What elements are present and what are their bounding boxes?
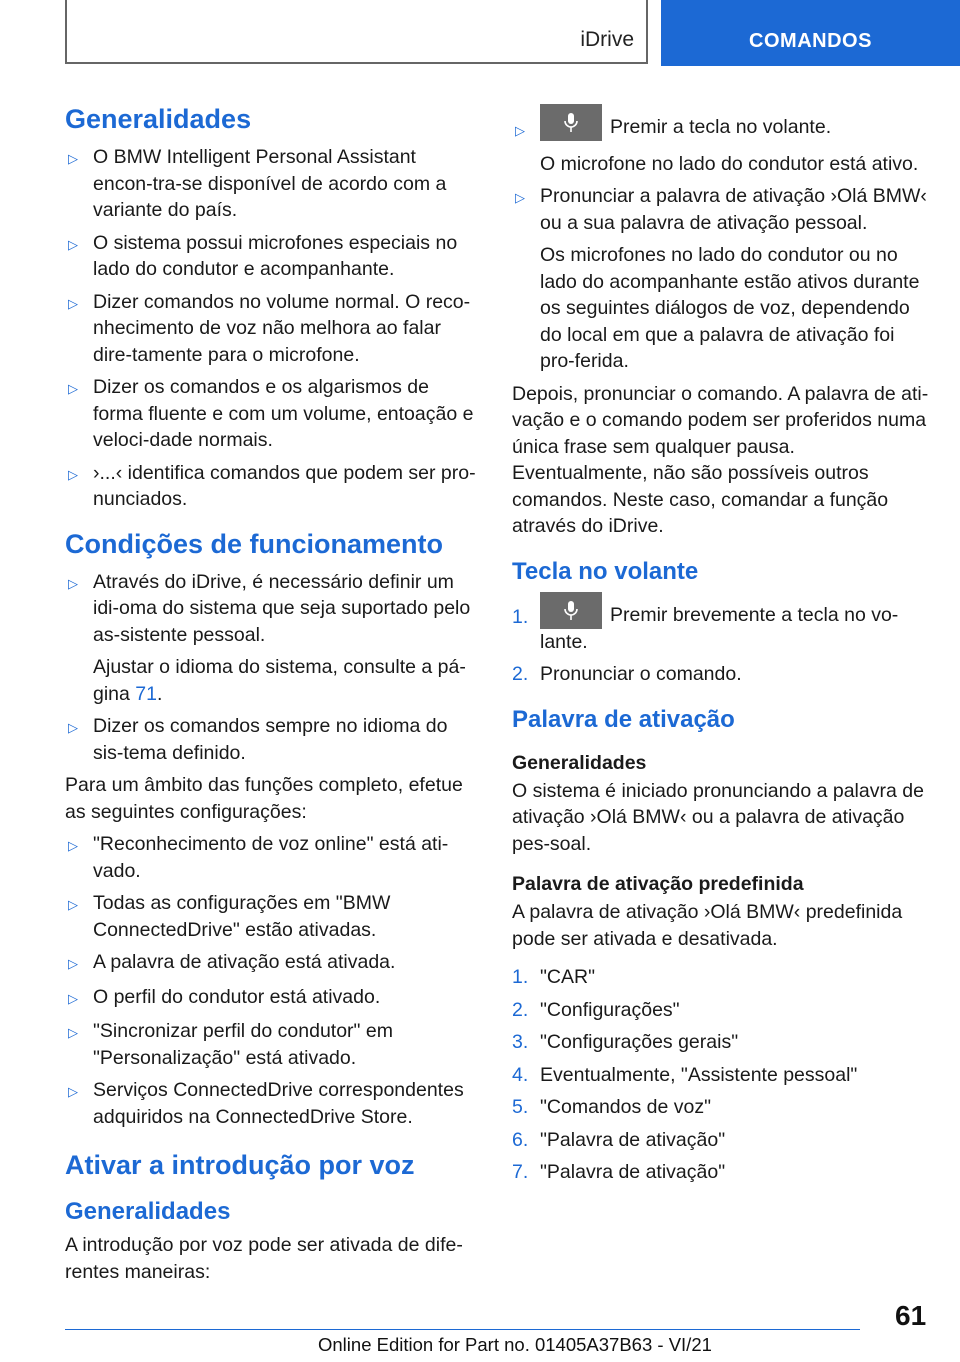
list-item: 5. "Comandos de voz"	[512, 1096, 712, 1118]
list-item: ▷ Através do iDrive, é necessário definir um idi-oma do sistema que seja suportado pelo as-sistente pessoal.	[65, 569, 480, 649]
triangle-bullet-icon: ▷	[68, 838, 78, 853]
page-number: 61	[895, 1300, 927, 1331]
list-item: ▷ A palavra de ativação está ativada.	[65, 949, 480, 978]
right-column	[512, 104, 930, 1192]
list-item: 6. "Palavra de ativação"	[512, 1128, 726, 1151]
list-item: ▷ O perfil do condutor está ativado.	[65, 984, 480, 1013]
paragraph: A palavra de ativação ›Olá BMW‹ predefinida pode ser ativada e desativada.	[512, 901, 903, 950]
subheading-predefinida: Palavra de ativação predefinida	[512, 873, 804, 895]
heading-ativar: Ativar a introdução por voz	[65, 1150, 415, 1180]
triangle-bullet-icon: ▷	[68, 575, 78, 591]
triangle-bullet-icon: ▷	[68, 1025, 78, 1040]
footer-edition: Online Edition for Part no. 01405A37B63 - VI/21	[318, 1334, 712, 1355]
list-item: ▷ Premir a tecla no volante.	[512, 104, 930, 145]
section-label: iDrive	[580, 28, 634, 51]
triangle-bullet-icon: ▷	[68, 295, 78, 311]
list-item: ▷ Pronunciar a palavra de ativação ›Olá BMW‹ ou a sua palavra de ativação pessoal.	[512, 183, 930, 236]
sub-paragraph: O microfone no lado do condutor está ativo.	[540, 152, 919, 175]
sub-paragraph: Ajustar o idioma do sistema, consulte a pá-gina 71.	[93, 656, 466, 705]
paragraph: Para um âmbito das funções completo, efetue as seguintes configurações:	[65, 774, 463, 823]
header-box	[65, 0, 648, 64]
list-item: ▷ "Sincronizar perfil do condutor" em "Personalização" está ativado.	[65, 1018, 480, 1071]
list-item: 1. Premir brevemente a tecla no vo-lante.	[512, 592, 930, 656]
triangle-bullet-icon: ▷	[68, 381, 78, 396]
paragraph: A introdução por voz pode ser ativada de dife-rentes maneiras:	[65, 1234, 463, 1283]
heading-condicoes: Condições de funcionamento	[65, 528, 444, 559]
triangle-bullet-icon: ▷	[68, 466, 78, 482]
list-item: ▷ ›...‹ identifica comandos que podem ser pro-nunciados.	[65, 460, 480, 513]
triangle-bullet-icon: ▷	[68, 236, 78, 252]
list-item: 3. "Configurações gerais"	[512, 1031, 739, 1053]
list-item: 1. "CAR"	[512, 966, 596, 988]
triangle-bullet-icon: ▷	[68, 720, 78, 735]
list-item: 7. "Palavra de ativação"	[512, 1161, 726, 1183]
page-link[interactable]: 71	[135, 682, 157, 705]
sub-paragraph: Os microfones no lado do condutor ou no lado do acompanhante estão ativos durante os seguintes diálogos de voz, dependendo do local em que a palavra de ativação foi pro-ferida.	[540, 244, 920, 372]
paragraph: O sistema é iniciado pronunciando a palavra de ativação ›Olá BMW‹ ou a palavra de ativação pes-soal.	[512, 779, 924, 855]
triangle-bullet-icon: ▷	[68, 990, 78, 1006]
triangle-bullet-icon: ▷	[68, 897, 78, 912]
chapter-tab[interactable]: COMANDOS	[661, 0, 960, 66]
triangle-bullet-icon: ▷	[68, 151, 78, 166]
heading-generalidades: Generalidades	[65, 104, 252, 134]
heading-tecla: Tecla no volante	[512, 557, 699, 585]
left-column	[65, 96, 480, 1291]
list-item: ▷ O BMW Intelligent Personal Assistant encon-tra-se disponível de acordo com a variante do país.	[65, 144, 480, 224]
list-item: 4. Eventualmente, "Assistente pessoal"	[512, 1063, 858, 1086]
microphone-icon	[540, 104, 602, 141]
list-item: ▷ Todas as configurações em "BMW ConnectedDrive" estão ativadas.	[65, 890, 480, 943]
triangle-bullet-icon: ▷	[515, 190, 525, 205]
triangle-bullet-icon: ▷	[68, 956, 78, 971]
list-item: ▷ "Reconhecimento de voz online" está ati-vado.	[65, 831, 480, 884]
triangle-bullet-icon: ▷	[515, 123, 525, 138]
subheading-generalidades: Generalidades	[512, 751, 647, 774]
list-item: ▷ Dizer os comandos sempre no idioma do sis-tema definido.	[65, 713, 480, 766]
microphone-icon	[540, 592, 602, 629]
list-item: ▷ Serviços ConnectedDrive correspondentes adquiridos na ConnectedDrive Store.	[65, 1077, 480, 1130]
heading-generalidades-2: Generalidades	[65, 1198, 231, 1225]
paragraph: Depois, pronunciar o comando. A palavra de ati-vação e o comando podem ser proferidos numa única frase sem qualquer pausa. Eventualmente, não são possíveis outros comandos. Neste caso, comandar a função através do iDrive.	[512, 382, 929, 537]
list-item: ▷ Dizer os comandos e os algarismos de forma fluente e com um volume, entoação e veloci-dade normais.	[65, 374, 480, 454]
footer-divider	[65, 1329, 860, 1330]
list-item: 2. Pronunciar o comando.	[512, 663, 742, 685]
triangle-bullet-icon: ▷	[68, 1084, 78, 1099]
list-item: 2. "Configurações"	[512, 998, 680, 1021]
list-item: ▷ Dizer comandos no volume normal. O reco-nhecimento de voz não melhora ao falar dire-tamente para o microfone.	[65, 289, 480, 369]
heading-palavra: Palavra de ativação	[512, 705, 735, 733]
list-item: ▷ O sistema possui microfones especiais no lado do condutor e acompanhante.	[65, 230, 480, 283]
